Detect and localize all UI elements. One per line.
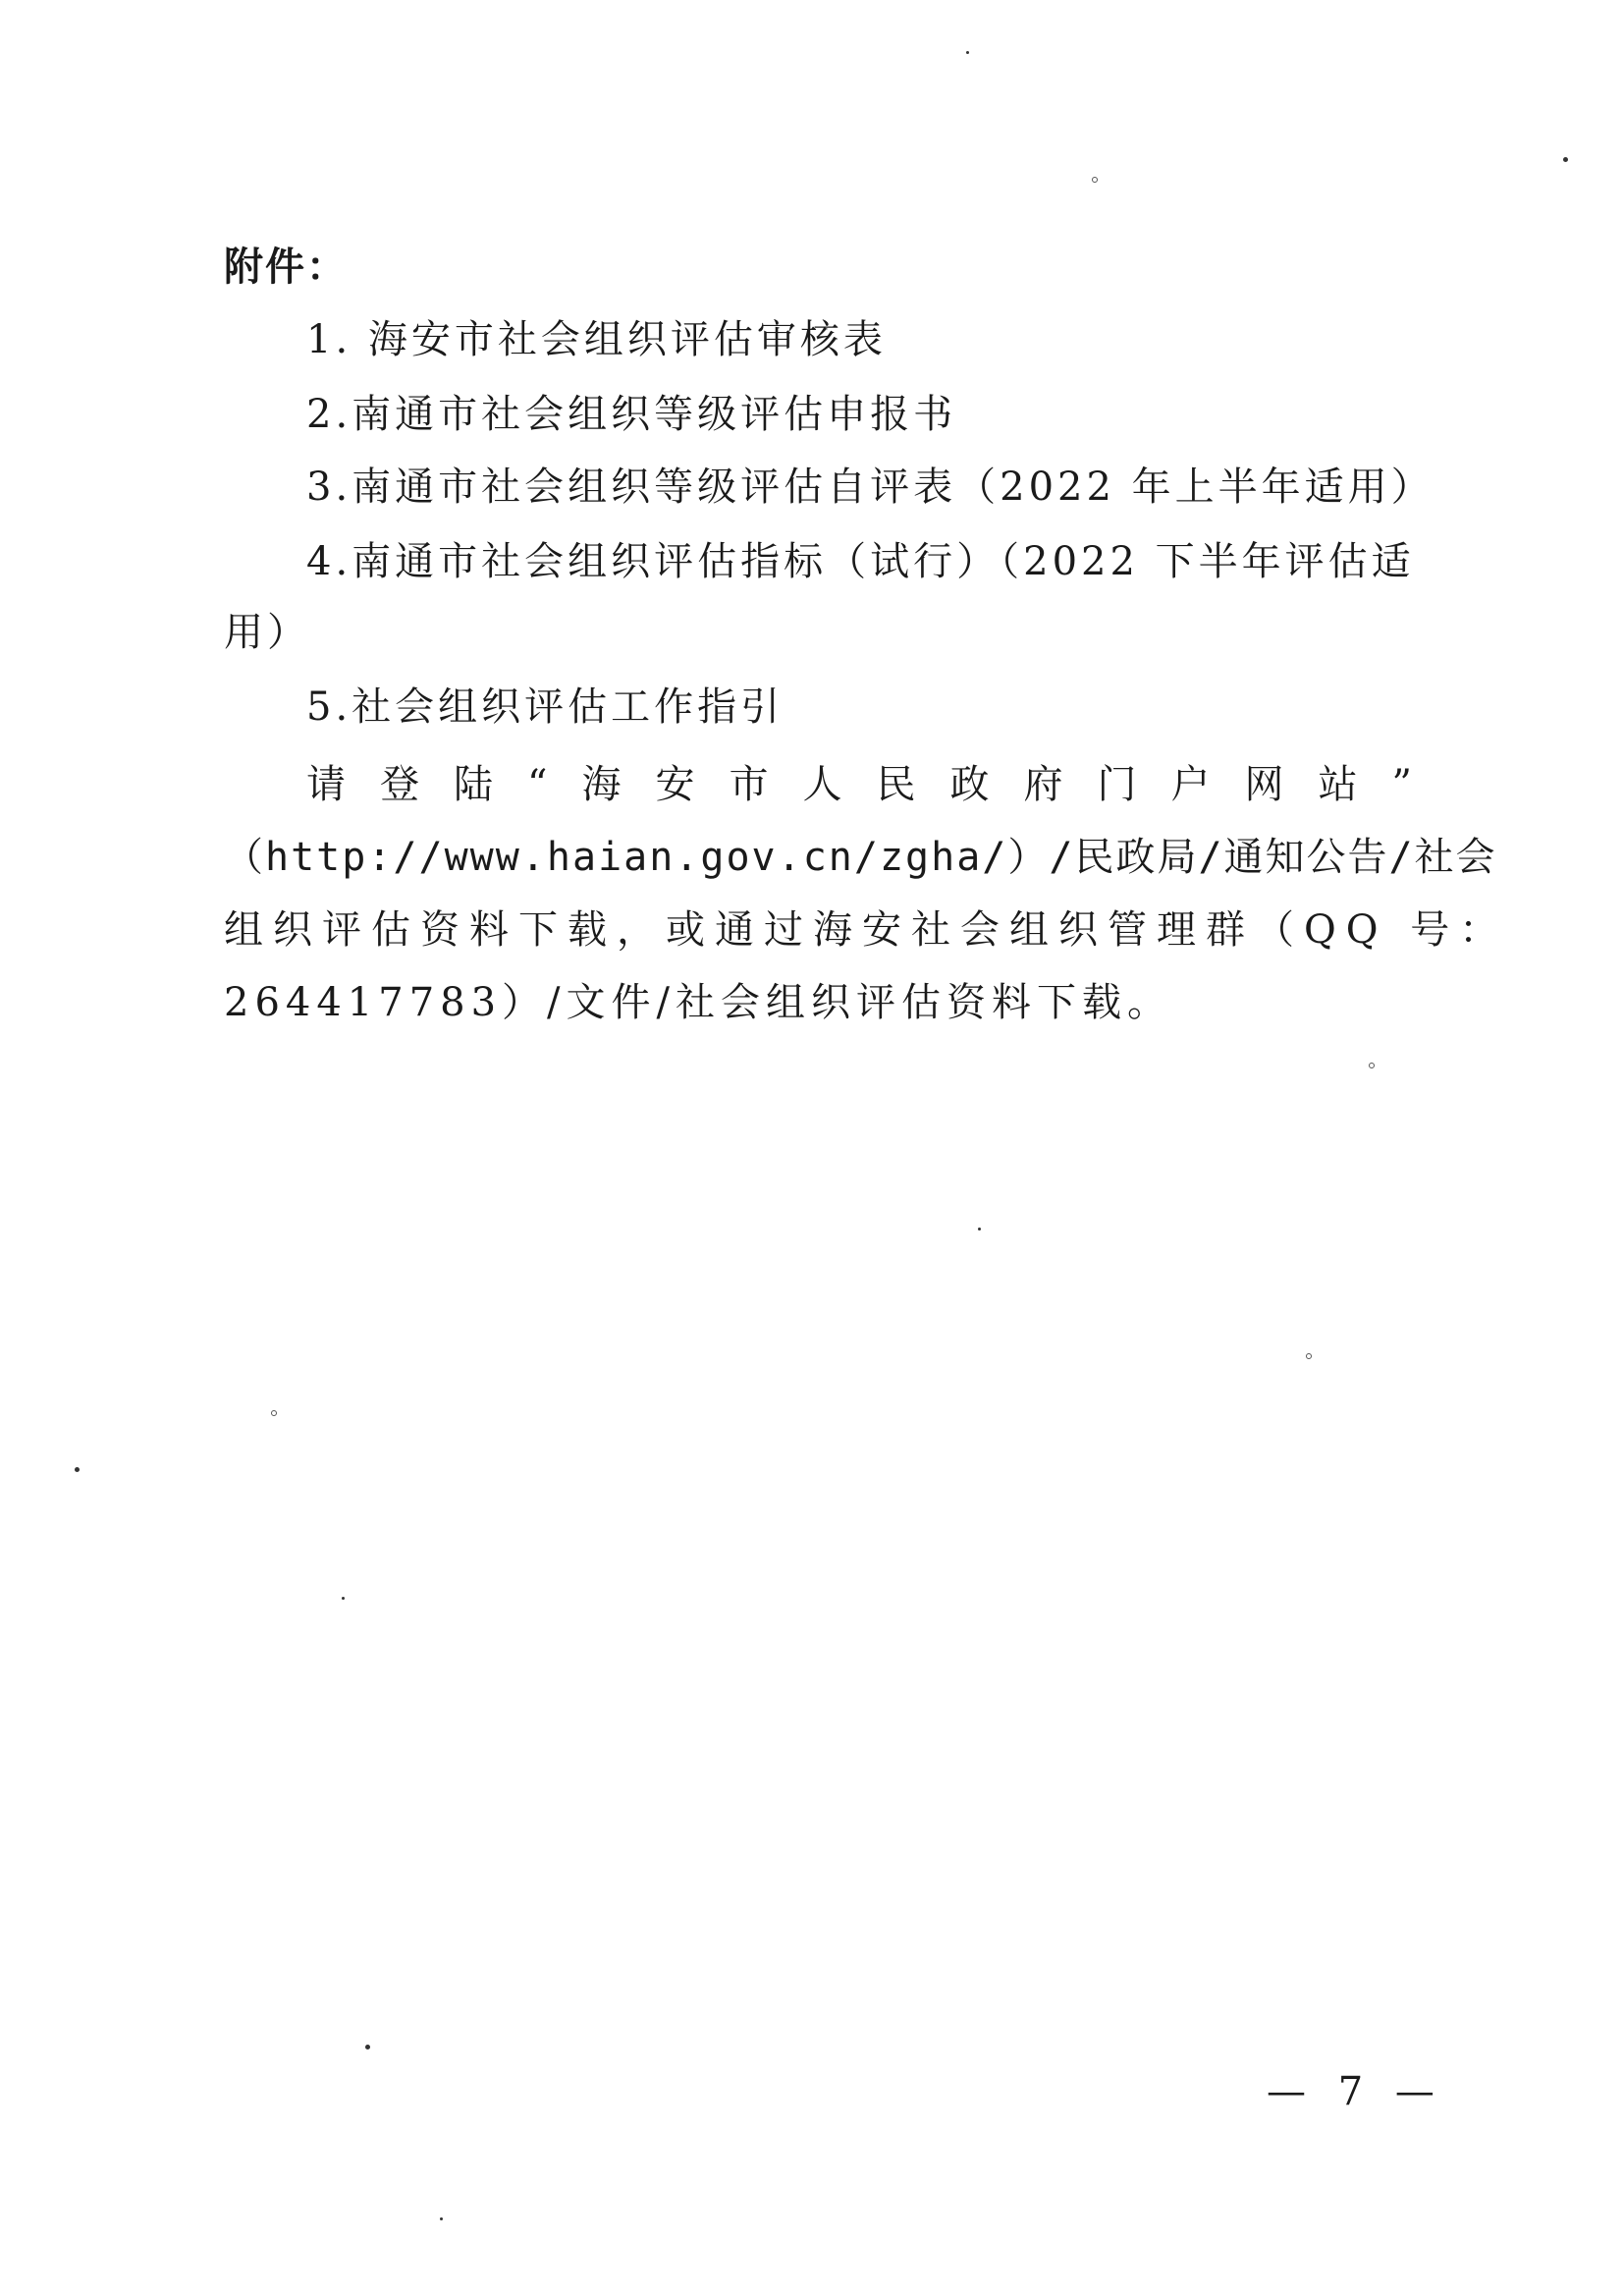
- scan-speck: [365, 2045, 370, 2050]
- notice-line-1: [224, 748, 1412, 821]
- notice-word: 站: [1318, 762, 1358, 807]
- attachment-item-3: 3.南通市社会组织等级评估自评表（2022 年上半年适用）: [306, 465, 1434, 510]
- download-notice: [224, 748, 1509, 1039]
- notice-word: 府: [1023, 762, 1063, 807]
- attachment-item-4: 4.南通市社会组织评估指标（试行）（2022 下半年评估适: [306, 539, 1415, 584]
- notice-word: ”: [1391, 762, 1412, 807]
- scan-speck: [978, 1228, 981, 1230]
- notice-word: 市: [729, 762, 769, 807]
- scan-speck: [440, 2217, 443, 2220]
- scan-speck: [342, 1597, 345, 1600]
- attachment-item-2: 2.南通市社会组织等级评估申报书: [306, 392, 957, 437]
- notice-word: “: [527, 762, 548, 807]
- notice-word: 陆: [454, 762, 493, 807]
- notice-word: 人: [802, 762, 842, 807]
- page-number: — 7 —: [1267, 2069, 1444, 2114]
- notice-word: 政: [949, 762, 990, 807]
- scan-speck: [75, 1467, 80, 1472]
- notice-word: 海: [581, 762, 622, 807]
- scan-speck: [966, 51, 969, 54]
- notice-word: 民: [876, 762, 916, 807]
- notice-word: 网: [1244, 762, 1284, 807]
- scan-speck: [1306, 1353, 1312, 1359]
- notice-word: 户: [1170, 762, 1211, 807]
- attachment-item-4-continuation: 用）: [224, 610, 310, 655]
- notice-line-2-url-path: （http://www.haian.gov.cn/zgha/）/民政局/通知公告/社会: [224, 835, 1497, 880]
- notice-word: 安: [655, 762, 695, 807]
- attachment-item-1: 1. 海安市社会组织评估审核表: [306, 317, 887, 362]
- notice-line-3: 组织评估资料下载，或通过海安社会组织管理群（QQ 号：: [224, 907, 1509, 953]
- scan-speck: [1563, 157, 1568, 162]
- scan-speck: [1092, 177, 1098, 183]
- attachments-heading: 附件：: [224, 245, 348, 290]
- scan-speck: [1369, 1063, 1375, 1068]
- scan-speck: [271, 1410, 277, 1416]
- notice-word: 门: [1097, 762, 1137, 807]
- notice-word: 登: [380, 762, 419, 807]
- notice-line-4: 264417783）/文件/社会组织评估资料下载。: [224, 980, 1172, 1025]
- notice-word: 请: [306, 762, 346, 807]
- attachment-item-5: 5.社会组织评估工作指引: [306, 684, 784, 730]
